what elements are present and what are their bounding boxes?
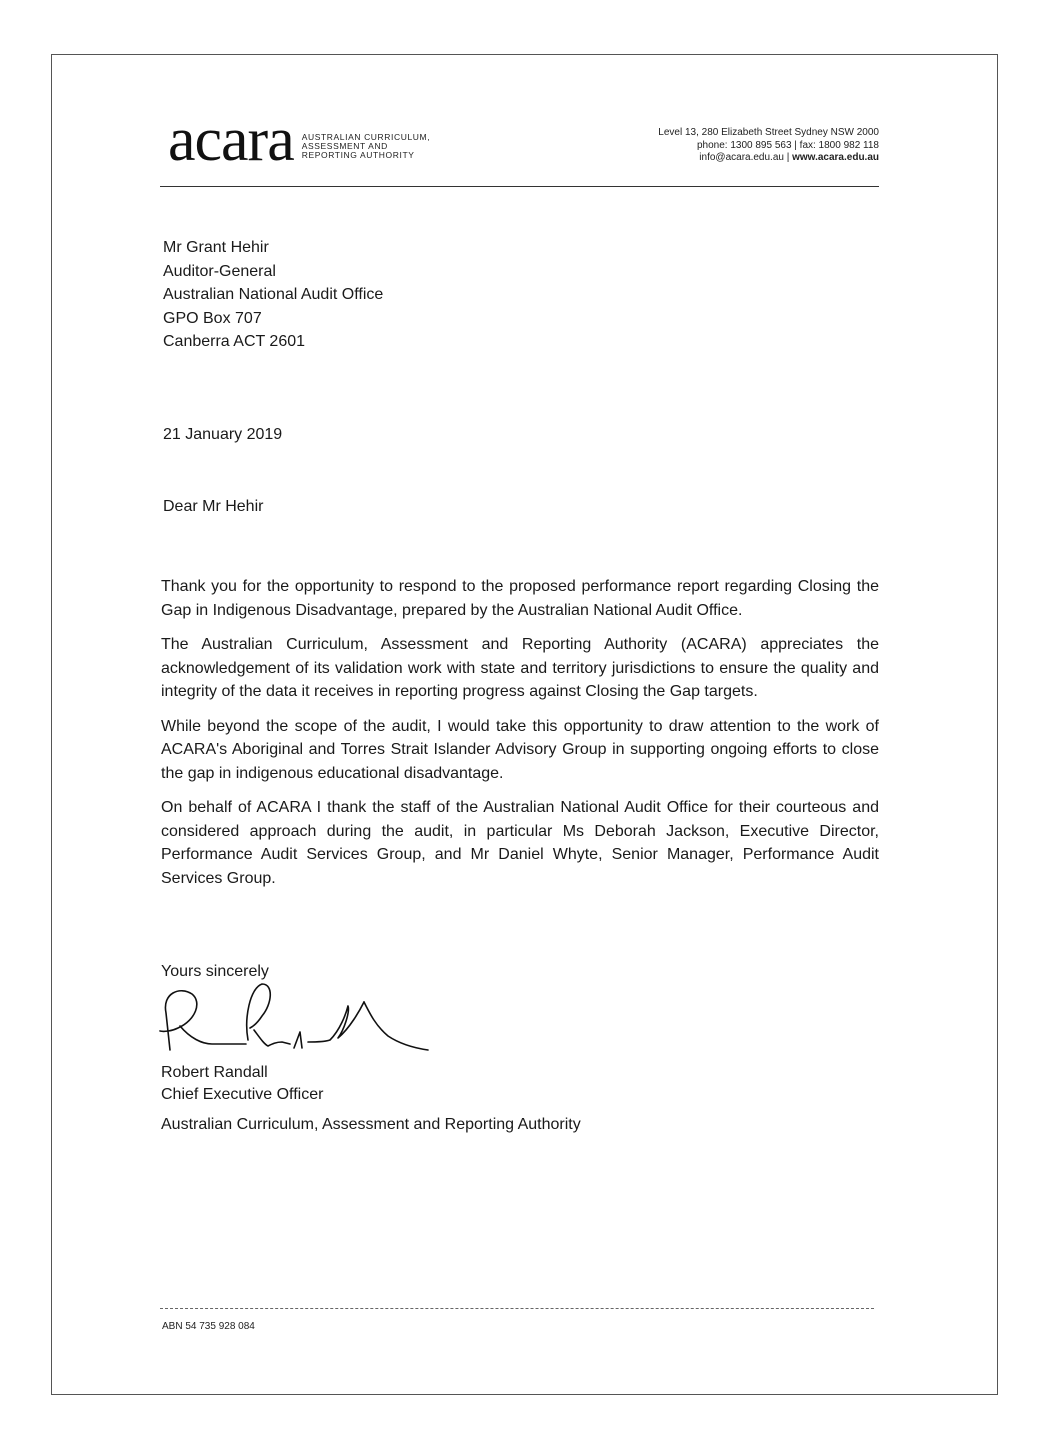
body-paragraph: On behalf of ACARA I thank the staff of the Australian National Audit Office for their courteous and considered approach during the audit, in particular Ms Deborah Jackson, Executive Director, Performance Audit Services Group, and Mr Daniel Whyte, Senior Manager, Performance Audit Services Group. (161, 799, 879, 887)
logo-tagline-line: REPORTING AUTHORITY (301, 150, 415, 160)
letter-body (161, 575, 879, 901)
contact-block (658, 127, 879, 165)
contact-website[interactable]: www.acara.edu.au (792, 152, 879, 163)
abn-number: ABN 54 735 928 084 (162, 1321, 255, 1332)
letter-date: 21 January 2019 (163, 426, 283, 443)
handwritten-signature (150, 958, 440, 1063)
contact-email-web (658, 152, 879, 165)
recipient-organisation: Australian National Audit Office (163, 286, 384, 303)
logo-tagline (302, 133, 430, 162)
contact-separator: | (783, 152, 793, 163)
header-divider (160, 186, 879, 187)
body-paragraph: While beyond the scope of the audit, I would take this opportunity to draw attention to the work of ACARA's Aboriginal and Torres Strait Islander Advisory Group in supporting ongoing efforts to close the gap in indigenous educational disadvantage. (161, 717, 879, 782)
contact-email[interactable]: info@acara.edu.au (699, 152, 784, 163)
logo-wordmark: acara (168, 106, 294, 174)
signer-title: Chief Executive Officer (161, 1086, 324, 1103)
body-paragraph: Thank you for the opportunity to respond to the proposed performance report regarding Closing the Gap in Indigenous Disadvantage, prepared by the Australian National Audit Office. (161, 578, 879, 619)
signer-block (161, 1062, 323, 1106)
signer-organisation: Australian Curriculum, Assessment and Reporting Authority (161, 1116, 581, 1133)
signer-name: Robert Randall (161, 1064, 268, 1081)
recipient-po-box: GPO Box 707 (163, 309, 262, 327)
recipient-title: Auditor-General (163, 262, 276, 280)
recipient-address (163, 236, 383, 354)
closing-line: Yours sincerely (161, 963, 269, 980)
logo-tagline-line: ASSESSMENT AND (301, 141, 388, 151)
salutation: Dear Mr Hehir (163, 498, 264, 515)
recipient-city: Canberra ACT 2601 (163, 333, 306, 350)
logo-tagline-line: AUSTRALIAN CURRICULUM, (301, 132, 431, 142)
body-paragraph: The Australian Curriculum, Assessment and Reporting Authority (ACARA) appreciates the acknowledgement of its validation work with state and territory jurisdictions to ensure the quality and integrity of the data it receives in reporting progress against Closing the Gap targets. (161, 636, 879, 700)
footer-divider (160, 1308, 874, 1309)
recipient-name: Mr Grant Hehir (163, 239, 269, 256)
acara-logo (168, 106, 431, 174)
contact-phone: phone: 1300 895 563 | fax: 1800 982 118 (696, 139, 879, 151)
contact-address: Level 13, 280 Elizabeth Street Sydney NSW 2000 (658, 127, 879, 138)
